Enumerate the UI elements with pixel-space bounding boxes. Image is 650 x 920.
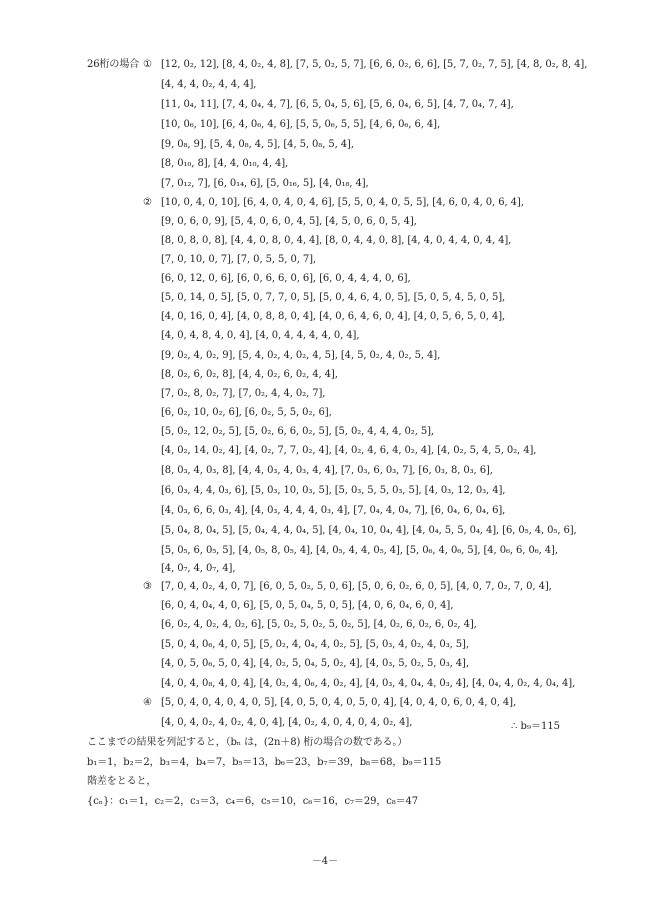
section-marker-2: ② xyxy=(143,197,152,208)
list-line: [4, 0, 16, 0, 4], [4, 0, 8, 8, 0, 4], [4, 0, 6, 4, 6, 0, 4], [4, 0, 5, 6, 5, 0, 4], xyxy=(161,311,506,322)
list-line: [5, 0, 4, 0₆, 4, 0, 5], [5, 0₂, 4, 0₄, 4, 0₂, 5], [5, 0₃, 4, 0₂, 4, 0₃, 5], xyxy=(161,639,469,650)
list-line: [9, 0, 6, 0, 9], [5, 4, 0, 6, 0, 4, 5], [4, 5, 0, 6, 0, 5, 4], xyxy=(161,216,417,227)
list-line: [12, 0₂, 12], [8, 4, 0₂, 4, 8], [7, 5, 0₂, 5, 7], [6, 6, 0₂, 6, 6], [5, 7, 0₂, 7, 5], [4, 8, 0₂, 8, 4], xyxy=(161,59,588,70)
list-line: [5, 0₅, 6, 0₅, 5], [4, 0₅, 8, 0₅, 4], [4, 0₅, 4, 4, 0₅, 4], [5, 0₆, 4, 0₆, 5], [4, 0₆, 6, 0₆, 4], xyxy=(161,545,558,556)
list-line: [4, 0, 4, 0₂, 4, 0₂, 4, 0, 4], [4, 0₂, 4, 0, 4, 0, 4, 0₂, 4], xyxy=(161,717,413,728)
list-line: [4, 0₂, 14, 0₂, 4], [4, 0₂, 7, 7, 0₂, 4], [4, 0₂, 4, 6, 4, 0₂, 4], [4, 0₂, 5, 4, 5, 0₂, 4], xyxy=(161,445,537,456)
list-line: [4, 4, 4, 0₂, 4, 4, 4], xyxy=(161,79,257,90)
list-line: [8, 0₂, 6, 0₂, 8], [4, 4, 0₂, 6, 0₂, 4, 4], xyxy=(161,369,338,380)
list-line: [7, 0₁₂, 7], [6, 0₁₄, 6], [5, 0₁₆, 5], [4, 0₁₈, 4], xyxy=(161,178,369,189)
list-line: [11, 0₄, 11], [7, 4, 0₄, 4, 7], [6, 5, 0₄, 5, 6], [5, 6, 0₄, 6, 5], [4, 7, 0₄, 7, 4], xyxy=(161,99,514,110)
list-line: [7, 0, 10, 0, 7], [7, 0, 5, 5, 0, 7], xyxy=(161,254,317,265)
list-line: [8, 0₁₀, 8], [4, 4, 0₁₀, 4, 4], xyxy=(161,158,289,169)
list-line: [10, 0, 4, 0, 10], [6, 4, 0, 4, 0, 4, 6], [5, 5, 0, 4, 0, 5, 5], [4, 6, 0, 4, 0, 6, 4], xyxy=(161,197,524,208)
list-line: [5, 0₄, 8, 0₄, 5], [5, 0₄, 4, 4, 0₄, 5], [4, 0₄, 10, 0₄, 4], [4, 0₄, 5, 5, 0₄, 4], [6, 0₅, 4, 0₅, 6], xyxy=(161,525,577,536)
conclusion: ∴ b₉＝115 xyxy=(511,721,561,732)
sequence-b: b₁＝1，b₂＝2，b₃＝4，b₄＝7，b₅＝13，b₆＝23，b₇＝39，b₈＝68，b₉＝115 xyxy=(87,757,442,768)
list-line: [7, 0, 4, 0₂, 4, 0, 7], [6, 0, 5, 0₂, 5, 0, 6], [5, 0, 6, 0₂, 6, 0, 5], [4, 0, 7, 0₂, 7, 0, 4], xyxy=(161,581,552,592)
difference-text: 階差をとると， xyxy=(87,776,157,787)
list-line: [6, 0, 12, 0, 6], [6, 0, 6, 6, 0, 6], [6, 0, 4, 4, 4, 0, 6], xyxy=(161,273,411,284)
list-line: [4, 0₃, 6, 6, 0₃, 4], [4, 0₃, 4, 4, 4, 0₃, 4], [7, 0₄, 4, 0₄, 7], [6, 0₄, 6, 0₄, 6], xyxy=(161,505,506,516)
list-line: [6, 0₂, 4, 0₂, 4, 0₂, 6], [5, 0₂, 5, 0₂, 5, 0₂, 5], [4, 0₂, 6, 0₂, 6, 0₂, 4], xyxy=(161,619,477,630)
list-line: [4, 0, 4, 8, 4, 0, 4], [4, 0, 4, 4, 4, 4, 0, 4], xyxy=(161,330,360,341)
list-line: [4, 0, 5, 0₆, 5, 0, 4], [4, 0₂, 5, 0₄, 5, 0₂, 4], [4, 0₃, 5, 0₂, 5, 0₃, 4], xyxy=(161,658,469,669)
list-line: [5, 0₂, 12, 0₂, 5], [5, 0₂, 6, 6, 0₂, 5], [5, 0₂, 4, 4, 4, 0₂, 5], xyxy=(161,426,435,437)
case-heading: 26桁の場合 xyxy=(87,59,140,70)
list-line: [10, 0₆, 10], [6, 4, 0₆, 4, 6], [5, 5, 0₆, 5, 5], [4, 6, 0₆, 6, 4], xyxy=(161,119,441,130)
list-line: [6, 0₃, 4, 4, 0₃, 6], [5, 0₃, 10, 0₃, 5], [5, 0₃, 5, 5, 0₃, 5], [4, 0₃, 12, 0₃, 4], xyxy=(161,485,506,496)
list-line: [8, 0, 8, 0, 8], [4, 4, 0, 8, 0, 4, 4], [8, 0, 4, 4, 0, 8], [4, 4, 0, 4, 4, 0, 4, 4], xyxy=(161,235,512,246)
list-line: [6, 0, 4, 0₄, 4, 0, 6], [5, 0, 5, 0₄, 5, 0, 5], [4, 0, 6, 0₄, 6, 0, 4], xyxy=(161,600,454,611)
summary-text: ここまでの結果を列記すると，（bₙ は，(2n＋8) 桁の場合の数である。） xyxy=(87,737,408,748)
list-line: [5, 0, 4, 0, 4, 0, 4, 0, 5], [4, 0, 5, 0, 4, 0, 5, 0, 4], [4, 0, 4, 0, 6, 0, 4, 0, 4], xyxy=(161,697,517,708)
list-line: [9, 0₈, 9], [5, 4, 0₈, 4, 5], [4, 5, 0₈, 5, 4], xyxy=(161,139,354,150)
list-line: [9, 0₂, 4, 0₂, 9], [5, 4, 0₂, 4, 0₂, 4, 5], [4, 5, 0₂, 4, 0₂, 5, 4], xyxy=(161,350,441,361)
list-line: [8, 0₃, 4, 0₃, 8], [4, 4, 0₃, 4, 0₃, 4, 4], [7, 0₃, 6, 0₃, 7], [6, 0₃, 8, 0₃, 6], xyxy=(161,465,493,476)
list-line: [7, 0₂, 8, 0₂, 7], [7, 0₂, 4, 4, 0₂, 7], xyxy=(161,388,326,399)
sequence-c: {cₙ}：c₁＝1，c₂＝2，c₃＝3，c₄＝6，c₅＝10，c₆＝16，c₇＝29，c₈＝47 xyxy=(87,796,419,807)
section-marker-3: ③ xyxy=(143,581,152,592)
section-marker-1: ① xyxy=(143,59,152,70)
list-line: [5, 0, 14, 0, 5], [5, 0, 7, 7, 0, 5], [5, 0, 4, 6, 4, 0, 5], [5, 0, 5, 4, 5, 0, 5], xyxy=(161,292,506,303)
list-line: [4, 0₇, 4, 0₇, 4], xyxy=(161,563,236,574)
list-line: [6, 0₂, 10, 0₂, 6], [6, 0₂, 5, 5, 0₂, 6], xyxy=(161,407,332,418)
page-number: －4－ xyxy=(311,856,339,867)
list-line: [4, 0, 4, 0₈, 4, 0, 4], [4, 0₂, 4, 0₆, 4, 0₂, 4], [4, 0₃, 4, 0₄, 4, 0₃, 4], [4, 0₄, 4, 0₂, 4, 0₄, 4], xyxy=(161,678,576,689)
section-marker-4: ④ xyxy=(143,697,152,708)
